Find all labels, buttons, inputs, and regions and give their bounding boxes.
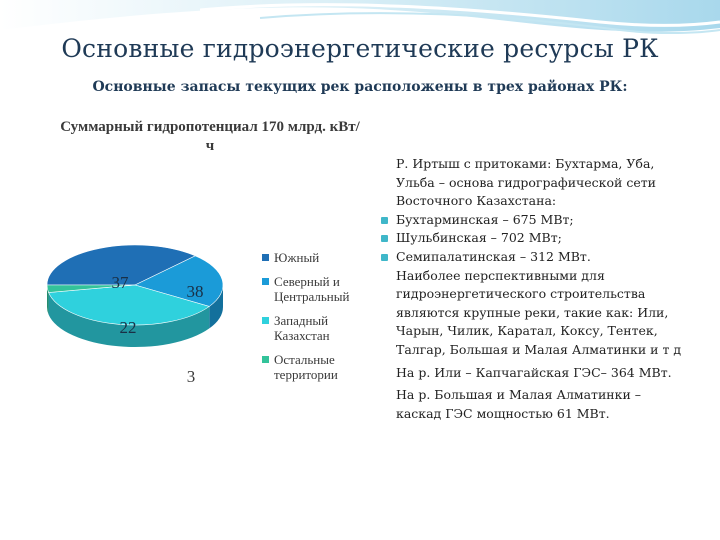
legend-label: Остальные территории bbox=[274, 352, 338, 382]
bullet-semipalatinsk: Семипалатинская – 312 МВт. bbox=[380, 248, 685, 267]
data-label-1: 22 bbox=[119, 318, 137, 337]
paragraph-kapchagay: На р. Или – Капчагайская ГЭС– 364 МВт. bbox=[396, 364, 672, 380]
bullet-bukhtarma: Бухтарминская – 675 МВт; bbox=[380, 211, 685, 230]
data-label-0: 37 bbox=[111, 273, 129, 292]
pie-chart bbox=[40, 230, 255, 390]
description-text bbox=[380, 155, 685, 423]
legend-item-south bbox=[262, 250, 372, 265]
legend-swatch bbox=[262, 254, 269, 261]
slide-title: Основные гидроэнергетические ресурсы РК bbox=[61, 34, 659, 63]
legend-item-other bbox=[262, 352, 372, 382]
legend-item-north-central bbox=[262, 274, 372, 304]
chart-title: Суммарный гидропотенциал 170 млрд. кВт/ч bbox=[60, 119, 360, 154]
paragraph-almatinka: На р. Большая и Малая Алматинки – каскад ГЭС мощностью 61 МВт. bbox=[396, 387, 642, 421]
legend-swatch bbox=[262, 317, 269, 324]
legend-item-west bbox=[262, 313, 372, 343]
legend-label: Южный bbox=[274, 250, 320, 265]
data-label-2: 38 bbox=[186, 282, 204, 301]
paragraph-irtysh: Р. Иртыш с притоками: Бухтарма, Уба, Ульба – основа гидрографической сети Восточного Казахстана: bbox=[396, 156, 656, 209]
chart-legend bbox=[262, 250, 372, 391]
legend-label: Северный и Центральный bbox=[274, 274, 350, 304]
legend-label: Западный Казахстан bbox=[274, 313, 330, 343]
bullet-shulba: Шульбинская – 702 МВт; bbox=[380, 229, 685, 248]
paragraph-prospective-rivers: Наиболее перспективными для гидроэнергетического строительства являются крупные реки, такие как: Или, Чарын, Чилик, Каратал, Коксу, Тентек, Талгар, Большая и Малая Алматинки и т д bbox=[396, 267, 682, 357]
data-label-3: 3 bbox=[186, 367, 196, 386]
slide-subtitle: Основные запасы текущих рек расположены в трех районах РК: bbox=[92, 79, 628, 95]
legend-swatch bbox=[262, 278, 269, 285]
legend-swatch bbox=[262, 356, 269, 363]
